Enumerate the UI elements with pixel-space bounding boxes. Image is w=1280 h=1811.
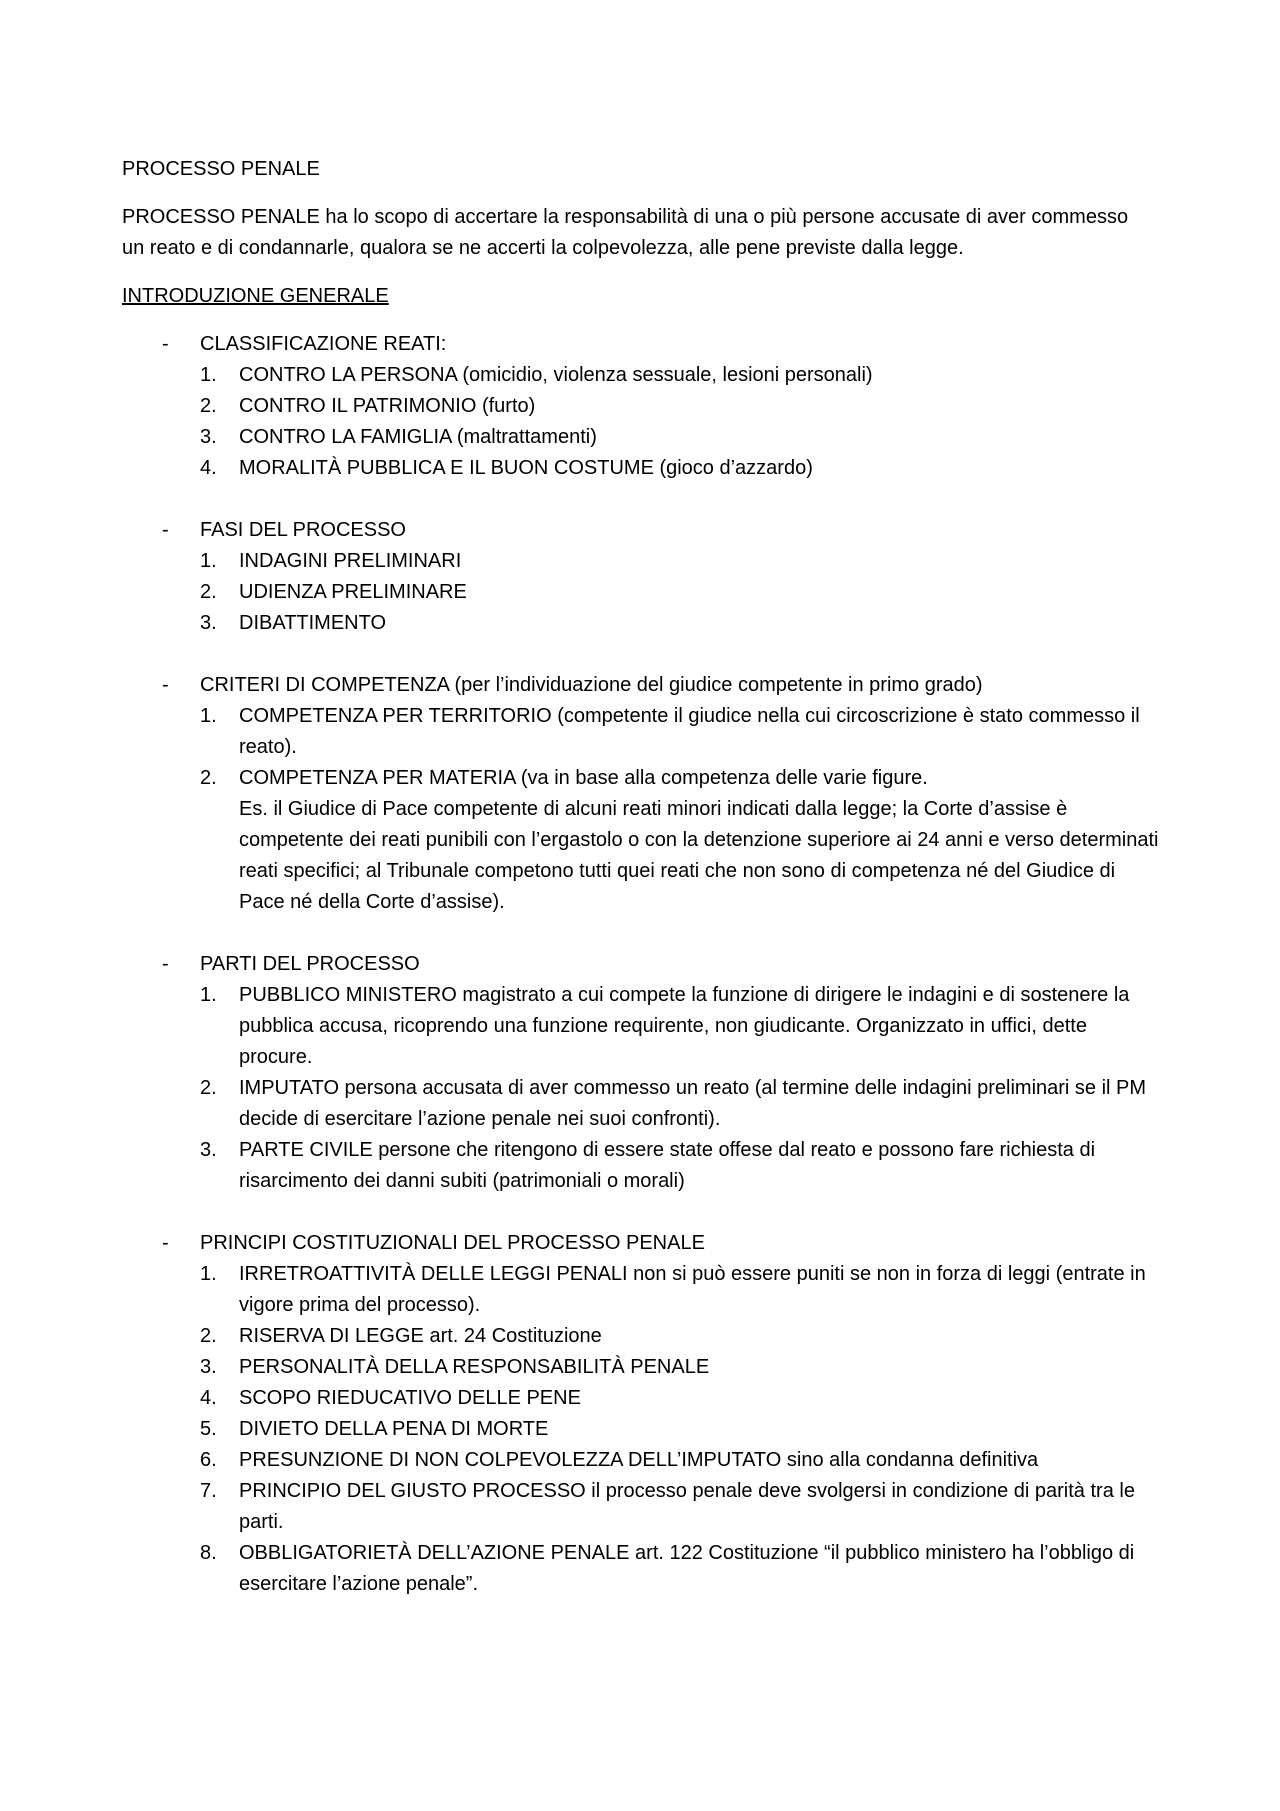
bullet-dash: - xyxy=(162,519,169,541)
item-text: IMPUTATO persona accusata di aver commesso un reato (al termine delle indagini preliminari se il PM decide di esercitare l’azione penale nei suoi confronti). xyxy=(239,1077,1147,1130)
item-number: 2. xyxy=(200,767,217,789)
item-text: RISERVA DI LEGGE art. 24 Costituzione xyxy=(239,1325,602,1347)
list-item xyxy=(200,1259,1159,1321)
section-title: PRINCIPI COSTITUZIONALI DEL PROCESSO PENALE xyxy=(200,1232,705,1254)
list-item xyxy=(200,701,1159,763)
item-number: 4. xyxy=(200,457,217,479)
sections-list xyxy=(122,329,1160,1600)
list-item xyxy=(200,1414,1159,1445)
list-item xyxy=(200,1135,1159,1197)
item-text: CONTRO IL PATRIMONIO (furto) xyxy=(239,395,536,417)
item-text: PRINCIPIO DEL GIUSTO PROCESSO il processo penale deve svolgersi in condizione di parità tra le parti. xyxy=(239,1480,1135,1533)
item-text: PARTE CIVILE persone che ritengono di essere state offese dal reato e possono fare richiesta di risarcimento dei danni subiti (patrimoniali o morali) xyxy=(239,1139,1096,1192)
numbered-list xyxy=(200,980,1160,1197)
item-number: 2. xyxy=(200,395,217,417)
item-number: 1. xyxy=(200,364,217,386)
item-text: DIBATTIMENTO xyxy=(239,612,387,634)
list-item xyxy=(200,391,1159,422)
section-fasi xyxy=(122,515,1160,639)
section-heading: INTRODUZIONE GENERALE xyxy=(122,285,389,307)
item-number: 1. xyxy=(200,984,217,1006)
section-title: CLASSIFICAZIONE REATI: xyxy=(200,333,447,355)
numbered-list xyxy=(200,360,1160,484)
list-item xyxy=(200,1383,1159,1414)
intro-paragraph: PROCESSO PENALE ha lo scopo di accertare la responsabilità di una o più persone accusate di aver commesso un reato e di condannarle, qualora se ne accerti la colpevolezza, alle pene previste dalla legge. xyxy=(122,206,1129,259)
bullet-dash: - xyxy=(162,333,169,355)
list-item xyxy=(200,422,1159,453)
section-principi xyxy=(122,1228,1160,1600)
list-item xyxy=(200,1445,1159,1476)
section-parti xyxy=(122,949,1160,1197)
list-item xyxy=(200,1538,1159,1600)
item-number: 1. xyxy=(200,1263,217,1285)
item-number: 1. xyxy=(200,705,217,727)
item-number: 2. xyxy=(200,581,217,603)
item-number: 7. xyxy=(200,1480,217,1502)
bullet-dash: - xyxy=(162,674,169,696)
list-item xyxy=(200,546,1159,577)
item-text: PERSONALITÀ DELLA RESPONSABILITÀ PENALE xyxy=(239,1356,710,1378)
item-number: 3. xyxy=(200,1356,217,1378)
list-item xyxy=(200,360,1159,391)
list-item xyxy=(200,453,1159,484)
item-number: 8. xyxy=(200,1542,217,1564)
item-number: 6. xyxy=(200,1449,217,1471)
item-number: 3. xyxy=(200,1139,217,1161)
item-text: COMPETENZA PER TERRITORIO (competente il giudice nella cui circoscrizione è stato commesso il reato). xyxy=(239,705,1140,758)
numbered-list xyxy=(200,701,1160,918)
item-text: COMPETENZA PER MATERIA (va in base alla competenza delle varie figure. xyxy=(239,767,928,789)
item-number: 3. xyxy=(200,612,217,634)
list-item xyxy=(200,577,1159,608)
item-number: 1. xyxy=(200,550,217,572)
item-text: CONTRO LA PERSONA (omicidio, violenza sessuale, lesioni personali) xyxy=(239,364,873,386)
list-item xyxy=(200,1352,1159,1383)
item-number: 2. xyxy=(200,1325,217,1347)
item-text: SCOPO RIEDUCATIVO DELLE PENE xyxy=(239,1387,581,1409)
list-item xyxy=(200,1073,1159,1135)
item-number: 3. xyxy=(200,426,217,448)
document-title: PROCESSO PENALE xyxy=(122,158,320,180)
item-text: PUBBLICO MINISTERO magistrato a cui compete la funzione di dirigere le indagini e di sostenere la pubblica accusa, ricoprendo una funzione requirente, non giudicante. Organizzato in uffici, dette procure. xyxy=(239,984,1130,1068)
bullet-dash: - xyxy=(162,1232,169,1254)
bullet-dash: - xyxy=(162,953,169,975)
item-text: IRRETROATTIVITÀ DELLE LEGGI PENALI non si può essere puniti se non in forza di leggi (entrate in vigore prima del processo). xyxy=(239,1263,1146,1316)
item-text: UDIENZA PRELIMINARE xyxy=(239,581,467,603)
section-title: CRITERI DI COMPETENZA (per l’individuazione del giudice competente in primo grado) xyxy=(200,674,983,696)
item-text: INDAGINI PRELIMINARI xyxy=(239,550,462,572)
section-classificazione xyxy=(122,329,1160,484)
numbered-list xyxy=(200,546,1160,639)
list-item xyxy=(200,608,1159,639)
section-title: FASI DEL PROCESSO xyxy=(200,519,406,541)
item-number: 4. xyxy=(200,1387,217,1409)
item-number: 5. xyxy=(200,1418,217,1440)
item-text: CONTRO LA FAMIGLIA (maltrattamenti) xyxy=(239,426,597,448)
item-text: OBBLIGATORIETÀ DELL’AZIONE PENALE art. 122 Costituzione “il pubblico ministero ha l’obbligo di esercitare l’azione penale”. xyxy=(239,1542,1135,1595)
list-item xyxy=(200,980,1159,1073)
list-item xyxy=(200,1476,1159,1538)
item-example-text: Es. il Giudice di Pace competente di alcuni reati minori indicati dalla legge; la Corte d’assise è competente dei reati punibili con l’ergastolo o con la detenzione superiore ai 24 anni e verso determinati reati specifici; al Tribunale competono tutti quei reati che non sono di competenza né del Giudice di Pace né della Corte d’assise). xyxy=(239,798,1159,913)
section-title: PARTI DEL PROCESSO xyxy=(200,953,420,975)
item-text: PRESUNZIONE DI NON COLPEVOLEZZA DELL’IMPUTATO sino alla condanna definitiva xyxy=(239,1449,1039,1471)
item-text: DIVIETO DELLA PENA DI MORTE xyxy=(239,1418,549,1440)
section-criteri xyxy=(122,670,1160,918)
list-item xyxy=(200,1321,1159,1352)
numbered-list xyxy=(200,1259,1160,1600)
list-item xyxy=(200,763,1159,918)
item-text: MORALITÀ PUBBLICA E IL BUON COSTUME (gioco d’azzardo) xyxy=(239,457,813,479)
item-number: 2. xyxy=(200,1077,217,1099)
